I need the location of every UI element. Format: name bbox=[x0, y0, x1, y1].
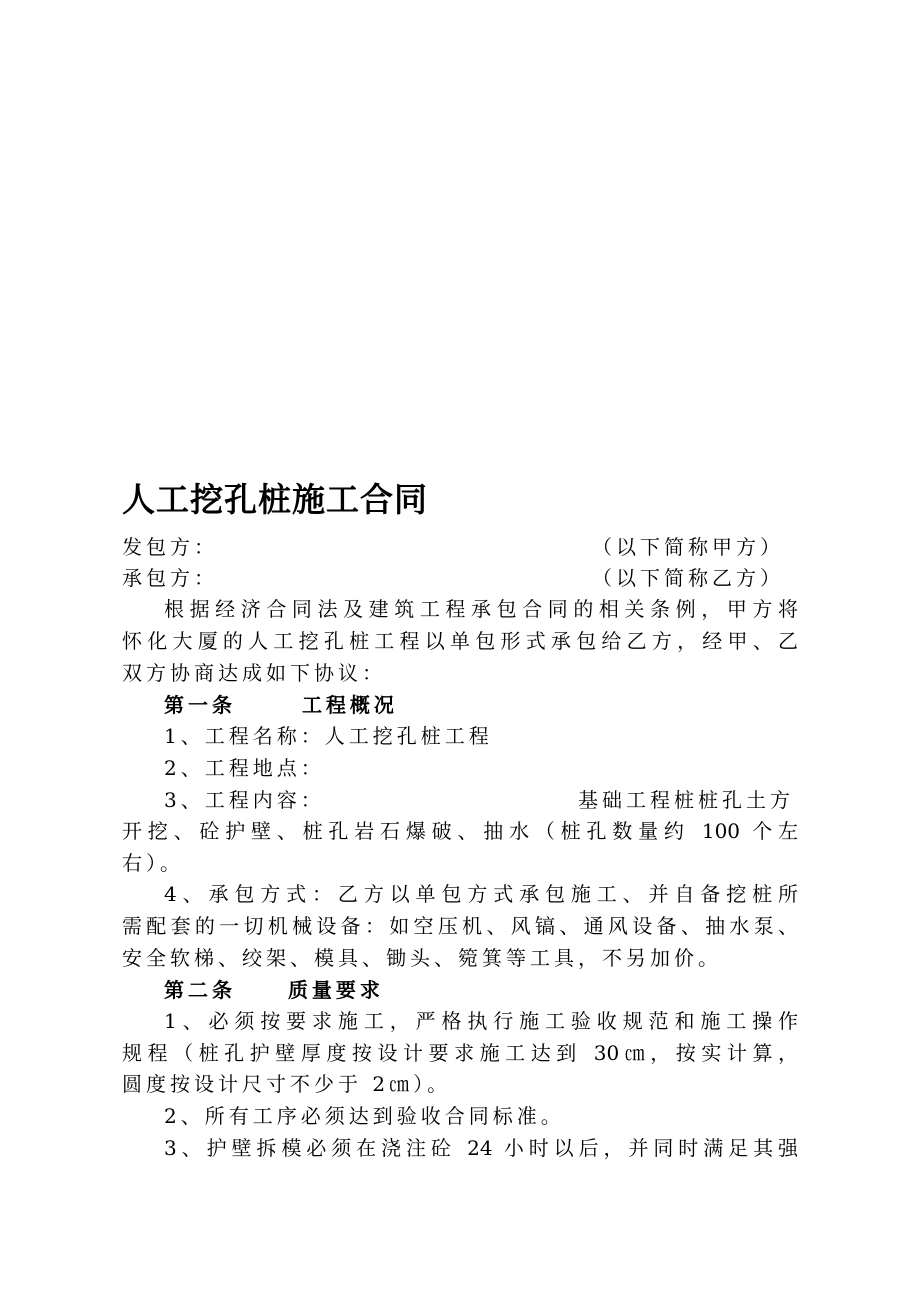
article-1-item-3-line-2: 开挖、砼护壁、桩孔岩石爆破、抽水（桩孔数量约 100 个左 bbox=[122, 819, 798, 843]
article-1-item-3-line-3: 右）。 bbox=[122, 851, 184, 875]
article-2-number: 第二条 bbox=[164, 978, 236, 1002]
article-1-item-3-label: 3、工程内容： bbox=[164, 788, 325, 812]
article-1-heading bbox=[122, 690, 798, 721]
article-2-item-1-line-3: 圆度按设计尺寸不少于 2㎝）。 bbox=[122, 1072, 452, 1096]
article-2-item-1-line-1: 1、必须按要求施工，严格执行施工验收规范和施工操作 bbox=[164, 1009, 798, 1033]
party-a-line bbox=[122, 532, 798, 563]
document-title: 人工挖孔桩施工合同 bbox=[122, 480, 428, 519]
article-2-item-1-line-2: 规程（桩孔护壁厚度按设计要求施工达到 30㎝，按实计算， bbox=[122, 1041, 798, 1065]
article-1-item-1: 1、工程名称：人工挖孔桩工程 bbox=[164, 724, 493, 748]
article-1-number: 第一条 bbox=[164, 693, 236, 717]
party-b-note: （以下简称乙方） bbox=[592, 566, 784, 590]
article-1-item-4-line-1: 4、承包方式：乙方以单包方式承包施工、并自备挖桩所 bbox=[164, 882, 798, 906]
article-2-heading bbox=[122, 975, 798, 1006]
article-1-item-3 bbox=[122, 785, 798, 816]
article-2-item-3: 3、护壁拆模必须在浇注砼 24 小时以后，并同时满足其强 bbox=[164, 1136, 798, 1160]
party-b-line bbox=[122, 563, 798, 594]
party-b-label: 承包方： bbox=[122, 566, 218, 590]
article-1-item-4-line-2: 需配套的一切机械设备：如空压机、风镐、通风设备、抽水泵、 bbox=[122, 914, 798, 938]
article-2-title: 质量要求 bbox=[287, 978, 384, 1002]
intro-line-2: 怀化大厦的人工挖孔桩工程以单包形式承包给乙方，经甲、乙 bbox=[122, 629, 798, 653]
party-a-note: （以下简称甲方） bbox=[592, 535, 784, 559]
article-1-item-4-line-3: 安全软梯、绞架、模具、锄头、箢箕等工具，不另加价。 bbox=[122, 946, 722, 970]
article-1-title: 工程概况 bbox=[301, 693, 398, 717]
party-a-label: 发包方： bbox=[122, 535, 218, 559]
article-1-item-2: 2、工程地点： bbox=[164, 756, 325, 780]
intro-line-3: 双方协商达成如下协议： bbox=[122, 661, 386, 685]
article-1-item-3-text: 基础工程桩桩孔土方 bbox=[578, 788, 794, 812]
intro-line-1: 根据经济合同法及建筑工程承包合同的相关条例，甲方将 bbox=[164, 597, 798, 621]
article-2-item-2: 2、所有工序必须达到验收合同标准。 bbox=[164, 1104, 565, 1128]
